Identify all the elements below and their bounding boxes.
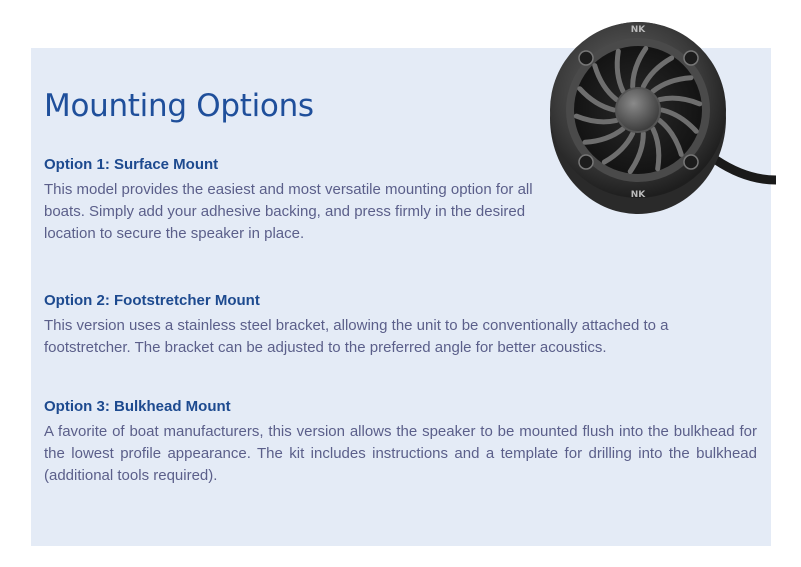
option-description: A favorite of boat manufacturers, this version allows the speaker to be mounted flush into the bulkhead for the lowest profile appearance. The kit includes instructions and a template for drilling into the bulkhead (additional tools required). xyxy=(44,423,757,484)
brand-logo-top: NK xyxy=(630,25,646,35)
option-description: This model provides the easiest and most versatile mounting option for all boats. Simply add your adhesive backing, and press firmly in the desired location to secure the speaker in place. xyxy=(44,181,533,242)
page-title: Mounting Options xyxy=(44,88,314,124)
option-bulkhead-mount xyxy=(44,398,757,487)
option-heading: Option 3: Bulkhead Mount xyxy=(44,398,231,415)
option-surface-mount xyxy=(44,156,544,245)
option-heading: Option 2: Footstretcher Mount xyxy=(44,292,260,309)
brand-logo-bottom: NK xyxy=(630,190,646,200)
option-heading: Option 1: Surface Mount xyxy=(44,156,219,173)
option-footstretcher-mount xyxy=(44,292,759,359)
speaker-icon xyxy=(546,10,776,220)
option-description: This version uses a stainless steel bracket, allowing the unit to be conventionally attached to a footstretcher. The bracket can be adjusted to the preferred angle for better acoustics. xyxy=(44,317,669,356)
